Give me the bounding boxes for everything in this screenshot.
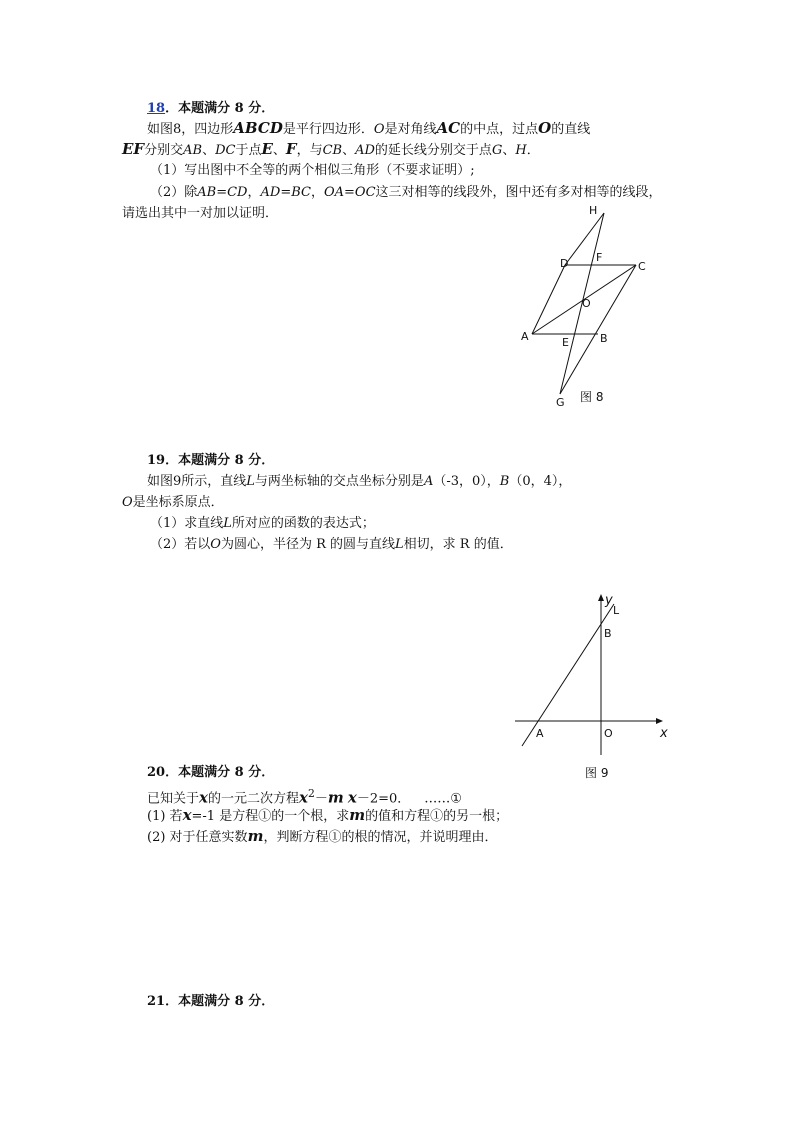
math-ef: EF [122, 140, 145, 158]
text: ． [526, 143, 540, 158]
q21-header: 21．本题满分 8 分． [147, 994, 275, 1009]
text: 为圆心，半径为 R 的圆与直线 [220, 537, 396, 552]
math-abcd: ABCD [233, 119, 283, 137]
math-m: m [327, 788, 344, 807]
q19-sub2 [150, 536, 513, 554]
math-ad: AD [355, 143, 375, 158]
q18-paragraph-line1 [147, 119, 590, 139]
text: 如图9所示，直线 [147, 474, 247, 489]
math-x: x [347, 788, 357, 807]
label-b: B [604, 627, 612, 640]
text: 是坐标系原点． [132, 495, 224, 510]
text: 、 [272, 143, 286, 158]
label-g: G [556, 396, 565, 409]
math-a: A [423, 474, 434, 489]
text: （-3，0）， [433, 474, 500, 489]
text: 于点 [235, 143, 262, 158]
label-o: O [582, 297, 591, 310]
math-l: L [395, 537, 404, 552]
figure-9-caption: 图 9 [585, 766, 609, 780]
superscript-2: 2 [307, 787, 315, 800]
label-h: H [589, 204, 598, 217]
text: （2）若以 [150, 537, 211, 552]
math-eq: OA=OC [323, 185, 376, 200]
math-x: x [182, 806, 192, 824]
q20-sub1 [147, 806, 508, 826]
text: －2=0． [356, 791, 411, 807]
math-x: x [199, 788, 208, 807]
text: 所对应的函数的表达式； [231, 516, 375, 531]
math-ac: AC [436, 119, 461, 137]
label-o: O [604, 727, 613, 740]
q18-header-text: ．本题满分 8 分． [165, 101, 275, 116]
text: 这三对相等的线段外，图中还有多对相等的线段， [375, 185, 662, 200]
math-e: E [261, 140, 273, 158]
math-b: B [499, 474, 510, 489]
label-x: x [660, 726, 668, 741]
math-o: O [538, 119, 552, 137]
line-l [522, 604, 614, 746]
text: ，与 [296, 143, 323, 158]
q18-sub2-continued: 请选出其中一对加以证明． [122, 206, 279, 221]
text: 、 [502, 143, 516, 158]
text: 相切，求 R 的值． [403, 537, 513, 552]
math-o: O [210, 537, 221, 552]
math-m: m [349, 806, 366, 824]
text: 是对角线 [384, 122, 437, 137]
text: 与两坐标轴的交点坐标分别是 [254, 474, 424, 489]
text: － [314, 791, 328, 807]
label-a: A [536, 727, 544, 740]
label-l: L [613, 604, 620, 617]
math-eq: AD=BC [260, 185, 311, 200]
math-l: L [223, 516, 232, 531]
math-dc: DC [215, 143, 236, 158]
figure-8-parallelogram [510, 200, 660, 410]
math-o: O [373, 122, 385, 137]
text: ， [247, 185, 261, 200]
text: 、 [202, 143, 216, 158]
label-b: B [600, 332, 608, 345]
q19-header: 19．本题满分 8 分． [147, 453, 275, 468]
math-ab: AB [183, 143, 203, 158]
q20-paragraph [147, 785, 462, 808]
math-g: G [491, 143, 503, 158]
math-l: L [246, 474, 255, 489]
q18-header [147, 100, 274, 118]
figure-8-caption: 图 8 [580, 390, 604, 404]
text: 如图8，四边形 [147, 122, 234, 137]
label-a: A [521, 330, 529, 343]
equation-marker: ……① [424, 791, 462, 807]
math-m: m [247, 827, 264, 845]
label-f: F [596, 251, 603, 264]
math-cb: CB [322, 143, 343, 158]
text: ，判断方程①的根的情况，并说明理由． [263, 830, 498, 845]
text: =-1 是方程①的一个根，求 [191, 809, 350, 824]
text: 的直线 [551, 122, 591, 137]
text: ， [310, 185, 324, 200]
math-eq: AB=CD [197, 185, 248, 200]
text: 是平行四边形． [282, 122, 374, 137]
q18-paragraph-line2 [122, 140, 540, 160]
math-o: O [122, 495, 133, 510]
q18-number-link[interactable]: 18 [147, 101, 166, 116]
text: 已知关于 [147, 791, 200, 807]
q18-sub1: （1）写出图中不全等的两个相似三角形（不要求证明）; [150, 163, 475, 178]
label-c: C [638, 260, 646, 273]
q19-paragraph-line1 [147, 473, 571, 491]
text: (1) 若 [147, 809, 183, 824]
text: （1）求直线 [150, 516, 224, 531]
text: （0，4）， [509, 474, 572, 489]
math-x: x [298, 788, 308, 807]
segment-cg [560, 265, 636, 394]
math-h: H [515, 143, 527, 158]
text: 的一元二次方程 [207, 791, 299, 807]
label-d: D [560, 257, 569, 270]
q19-paragraph-line2 [122, 494, 224, 512]
text: 分别交 [144, 143, 184, 158]
figure-9-coordinate-plot [505, 585, 685, 785]
text: 的中点，过点 [460, 122, 539, 137]
label-y: y [605, 593, 613, 608]
q20-sub2 [147, 827, 497, 847]
text: （2）除 [150, 185, 198, 200]
text: 的值和方程①的另一根； [365, 809, 509, 824]
text: (2) 对于任意实数 [147, 830, 248, 845]
math-f: F [285, 140, 297, 158]
q20-header: 20．本题满分 8 分． [147, 765, 275, 780]
text: 的延长线分别交于点 [374, 143, 492, 158]
text: 、 [342, 143, 356, 158]
q19-sub1 [150, 515, 375, 533]
label-e: E [562, 336, 569, 349]
